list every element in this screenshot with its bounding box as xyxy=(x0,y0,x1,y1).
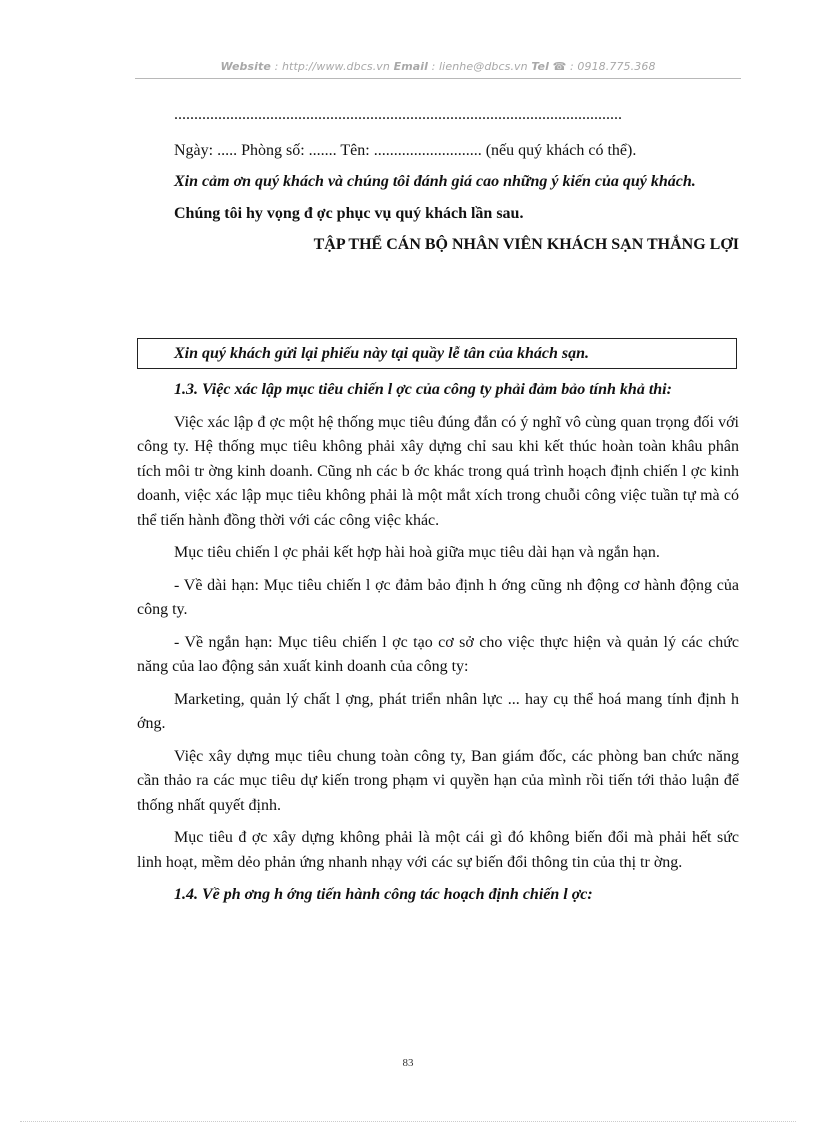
section-1-3-heading: 1.3. Việc xác lập mục tiêu chiến l ợc của công ty phải đảm bảo tính khả thi: xyxy=(174,381,672,398)
guest-info-line: Ngày: ..... Phòng số: ....... Tên: ........................... (nếu quý khách có thể). xyxy=(174,141,637,159)
paragraph-6: Việc xây dựng mục tiêu chung toàn công ty, Ban giám đốc, các phòng ban chức năng cần thảo ra các mục tiêu dự kiến trong phạm vi quyền hạn của mình rồi tiến tới thảo luận để thống nhất quyết định. xyxy=(137,747,739,814)
section-1-4-heading: 1.4. Về ph ơng h ớng tiến hành công tác hoạch định chiến l ợc: xyxy=(174,886,593,903)
hope-text: Chúng tôi hy vọng đ ợc phục vụ quý khách lần sau. xyxy=(174,204,524,222)
website-value: : http://www.dbcs.vn xyxy=(270,60,394,73)
tel-value: ☎ : 0918.775.368 xyxy=(548,60,656,73)
tel-label: Tel xyxy=(531,60,549,73)
bottom-divider xyxy=(20,1121,796,1122)
paragraph-7: Mục tiêu đ ợc xây dựng không phải là một cái gì đó không biến đổi mà phải hết sức linh hoạt, mềm dẻo phản ứng nhanh nhạy với các sự biến đổi thông tin của thị tr ờng. xyxy=(137,829,739,871)
return-note-box: Xin quý khách gửi lại phiếu này tại quầy lễ tân của khách sạn. xyxy=(137,338,737,369)
hotel-staff-signature: TẬP THỂ CÁN BỘ NHÂN VIÊN KHÁCH SẠN THẮNG LỢI xyxy=(313,236,739,253)
feedback-form-section xyxy=(137,103,739,257)
paragraph-5: Marketing, quản lý chất l ợng, phát triển nhân lực ... hay cụ thể hoá mang tính định h ớng. xyxy=(137,690,739,732)
email-label: Email xyxy=(393,60,429,73)
website-label: Website xyxy=(220,60,271,73)
page-header xyxy=(135,60,741,73)
paragraph-1: Việc xác lập đ ợc một hệ thống mục tiêu đúng đắn có ý nghĩ vô cùng quan trọng đối với công ty. Hệ thống mục tiêu không phải xây dựng chỉ sau khi kết thúc hoàn toàn khâu phân tích môi tr ờng kinh doanh. Cũng nh các b ớc khác trong quá trình hoạch định chiến l ợc kinh doanh, việc xác lập mục tiêu không phải là một mắt xích trong chuỗi công việc tuần tự mà có thể tiến hành đồng thời với các công việc khác. xyxy=(137,413,739,529)
header-divider xyxy=(135,78,741,79)
paragraph-2: Mục tiêu chiến l ợc phải kết hợp hài hoà giữa mục tiêu dài hạn và ngắn hạn. xyxy=(174,544,660,561)
main-text-section xyxy=(137,378,739,916)
dotted-fill-line: ................................................................................................................ xyxy=(174,106,622,123)
email-value: : lienhe@dbcs.vn xyxy=(428,60,532,73)
page-number: 83 xyxy=(402,1057,414,1069)
paragraph-4: - Về ngắn hạn: Mục tiêu chiến l ợc tạo cơ sở cho việc thực hiện và quản lý các chức năng của lao động sản xuất kinh doanh của công ty: xyxy=(137,633,739,675)
thank-you-text: Xin cảm ơn quý khách và chúng tôi đánh giá cao những ý kiến của quý khách. xyxy=(174,173,696,190)
paragraph-3: - Về dài hạn: Mục tiêu chiến l ợc đảm bảo định h ớng cũng nh động cơ hành động của công ty. xyxy=(137,576,739,618)
